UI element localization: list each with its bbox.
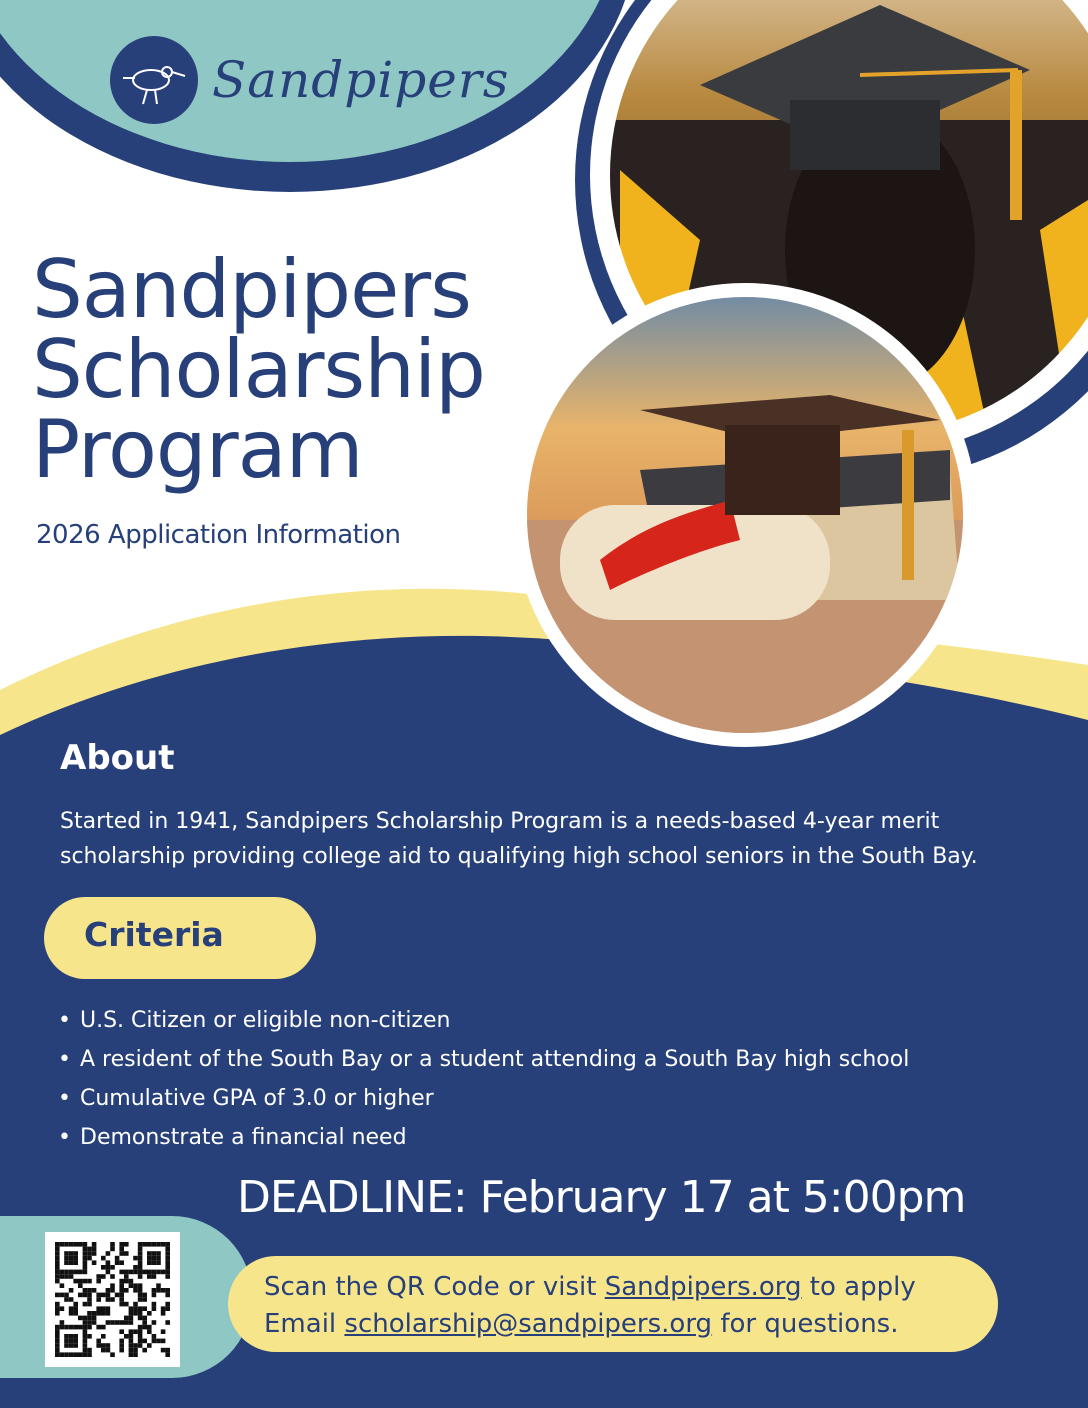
about-heading: About [60,738,175,778]
website-link[interactable]: Sandpipers.org [604,1272,802,1302]
email-link[interactable]: scholarship@sandpipers.org [344,1309,713,1339]
cta-banner [228,1256,998,1352]
criteria-badge [44,897,316,979]
about-text: Started in 1941, Sandpipers Scholarship Program is a needs-based 4-year merit scholarship providing college aid to qualifying high school seniors in the South Bay. [60,809,978,869]
cta-line-2: Email scholarship@sandpipers.org for questions. [264,1309,899,1339]
criteria-item: • Cumulative GPA of 3.0 or higher [58,1082,909,1121]
title-line-2: Scholarship [32,323,485,416]
criteria-item: • U.S. Citizen or eligible non-citizen [58,1004,909,1043]
brand-name: Sandpipers [212,51,510,109]
deadline-text: DEADLINE: February 17 at 5:00pm [237,1172,966,1223]
criteria-item: • A resident of the South Bay or a student attending a South Bay high school [58,1043,909,1082]
cta-line-1: Scan the QR Code or visit Sandpipers.org to apply [264,1272,916,1302]
criteria-item: • Demonstrate a financial need [58,1121,909,1160]
subtitle: 2026 Application Information [36,520,401,550]
criteria-list [58,1004,909,1160]
brand-logo [110,36,509,124]
page-title [32,243,485,496]
qr-code-icon[interactable] [45,1232,180,1367]
sandpiper-bird-icon [110,36,198,124]
title-line-3: Program [32,403,363,496]
criteria-heading: Criteria [84,915,224,954]
title-line-1: Sandpipers [32,243,471,336]
